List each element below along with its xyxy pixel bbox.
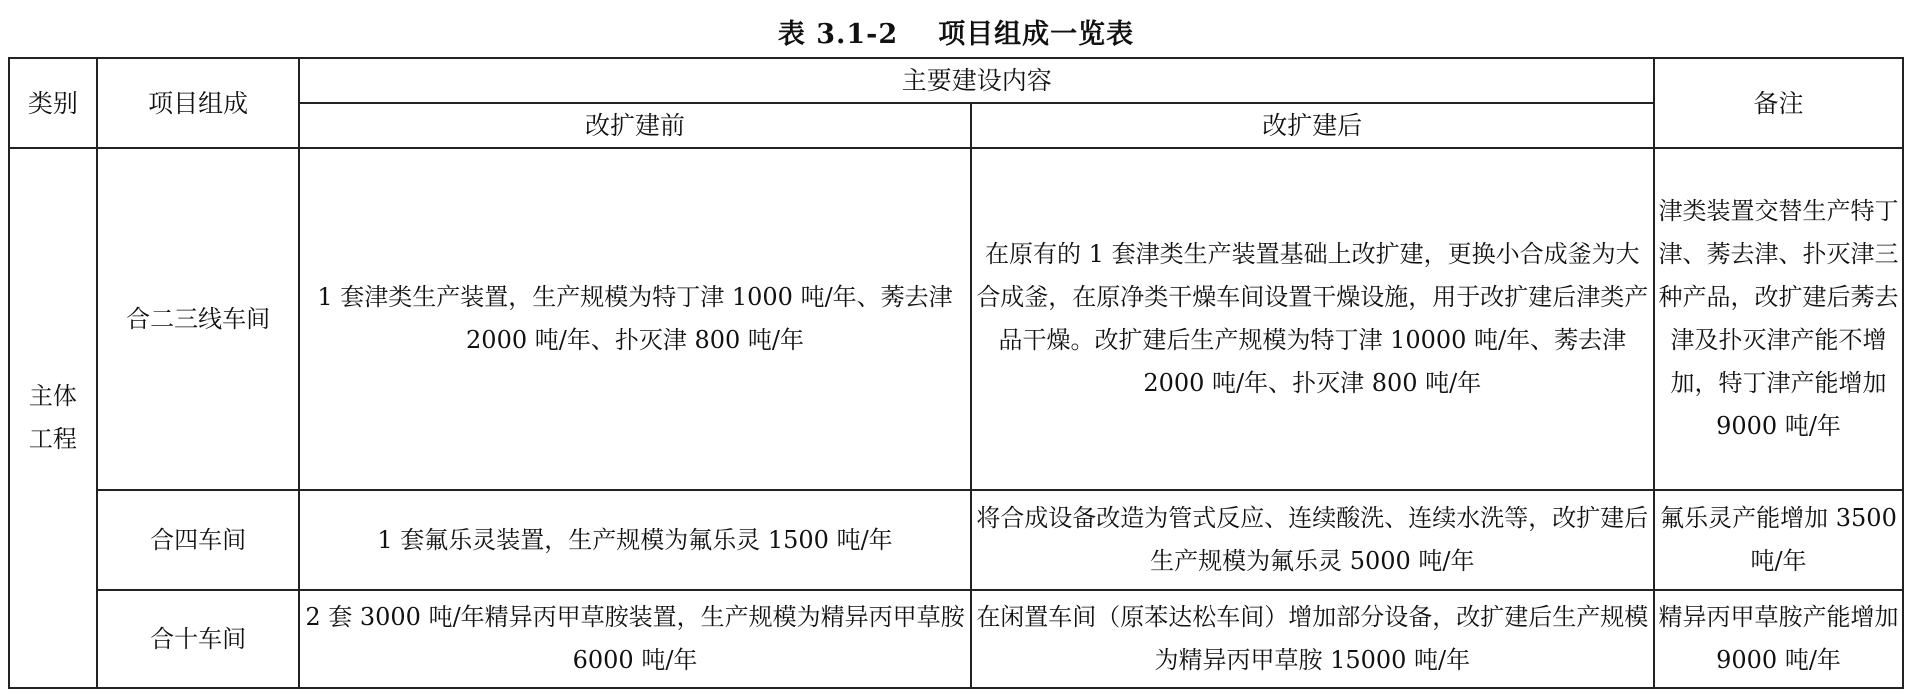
group-label (9, 148, 97, 688)
before-content: 1 套氟乐灵装置，生产规模为氟乐灵 1500 吨/年 (299, 490, 970, 590)
after-content: 将合成设备改造为管式反应、连续酸洗、连续水洗等，改扩建后生产规模为氟乐灵 5000 吨/年 (971, 490, 1654, 590)
table-number: 表 3.1-2 (777, 19, 899, 50)
header-after: 改扩建后 (971, 103, 1654, 148)
table-row (9, 590, 1903, 688)
table-caption (0, 12, 1912, 51)
table-row (9, 148, 1903, 490)
table-title: 项目组成一览表 (938, 19, 1135, 50)
project-composition-table (8, 57, 1904, 689)
group-label-line2: 工程 (28, 425, 77, 453)
remarks-content: 津类装置交替生产特丁津、莠去津、扑灭津三种产品，改扩建后莠去津及扑灭津产能不增加，特丁津产能增加 9000 吨/年 (1654, 148, 1903, 490)
component-name: 合四车间 (97, 490, 300, 590)
after-content: 在闲置车间（原苯达松车间）增加部分设备，改扩建后生产规模为精异丙甲草胺 15000 吨/年 (971, 590, 1654, 688)
remarks-content: 氟乐灵产能增加 3500 吨/年 (1654, 490, 1903, 590)
component-name: 合十车间 (97, 590, 300, 688)
header-before: 改扩建前 (299, 103, 970, 148)
header-main-content: 主要建设内容 (299, 58, 1654, 103)
after-content: 在原有的 1 套津类生产装置基础上改扩建，更换小合成釜为大合成釜，在原净类干燥车间设置干燥设施，用于改扩建后津类产品干燥。改扩建后生产规模为特丁津 10000 吨/年、莠去津 2000 吨/年、扑灭津 800 吨/年 (971, 148, 1654, 490)
table-row (9, 490, 1903, 590)
component-name: 合二三线车间 (97, 148, 300, 490)
header-component: 项目组成 (97, 58, 300, 148)
header-category: 类别 (9, 58, 97, 148)
remarks-content: 精异丙甲草胺产能增加 9000 吨/年 (1654, 590, 1903, 688)
header-remarks: 备注 (1654, 58, 1903, 148)
before-content: 1 套津类生产装置，生产规模为特丁津 1000 吨/年、莠去津 2000 吨/年、扑灭津 800 吨/年 (299, 148, 970, 490)
before-content: 2 套 3000 吨/年精异丙甲草胺装置，生产规模为精异丙甲草胺 6000 吨/年 (299, 590, 970, 688)
group-label-line1: 主体 (28, 382, 77, 410)
